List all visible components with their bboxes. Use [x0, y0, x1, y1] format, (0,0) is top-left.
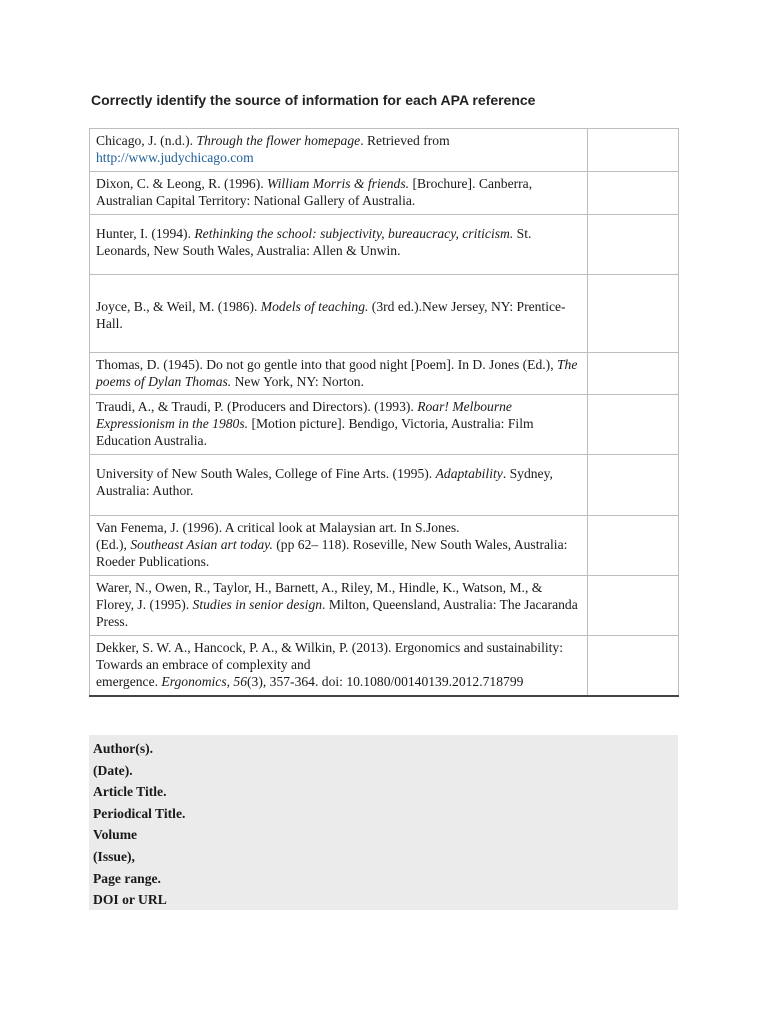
reference-cell: [90, 215, 588, 275]
reference-title: Through the flower homepage: [196, 133, 361, 148]
reference-title: Ergonomics: [161, 674, 227, 689]
table-row: [90, 353, 679, 395]
reference-cell: [90, 516, 588, 576]
table-row: [90, 395, 679, 455]
reference-text: Van Fenema, J. (1996). A critical look at Malaysian art. In S.Jones.: [96, 520, 460, 535]
reference-text: ,: [226, 674, 234, 689]
reference-text: (3rd ed.).New Jersey, NY: Prentice-Hall.: [96, 299, 566, 331]
legend-item-doi-url: DOI or URL: [93, 892, 167, 908]
legend-item-date: (Date).: [93, 762, 133, 778]
page-heading: Correctly identify the source of information for each APA reference: [91, 92, 536, 108]
legend-item-author: Author(s).: [93, 741, 154, 756]
reference-text: University of New South Wales, College of Fine Arts. (1995).: [96, 466, 436, 481]
reference-text: Dekker, S. W. A., Hancock, P. A., & Wilkin, P. (2013). Ergonomics and sustainability: Towards an embrace of complexity and: [96, 640, 563, 672]
reference-table: [89, 128, 679, 697]
answer-cell[interactable]: [588, 172, 679, 215]
answer-cell[interactable]: [588, 455, 679, 516]
table-row: [90, 172, 679, 215]
legend-item-page-range: Page range.: [93, 870, 161, 886]
reference-text: . Sydney, Australia: Author.: [96, 466, 553, 498]
reference-text: St. Leonards, New South Wales, Australia: Allen & Unwin.: [96, 226, 532, 258]
reference-title: Southeast Asian art today.: [130, 537, 273, 552]
apa-elements-legend: [89, 735, 678, 910]
reference-cell: [90, 636, 588, 696]
answer-cell[interactable]: [588, 576, 679, 636]
reference-text: (Ed.),: [96, 537, 131, 552]
answer-cell[interactable]: [588, 636, 679, 696]
reference-volume: 56: [233, 674, 248, 689]
answer-cell[interactable]: [588, 129, 679, 172]
reference-url-link[interactable]: http://www.judychicago.com: [96, 150, 254, 165]
reference-text: . Retrieved from: [360, 133, 450, 148]
reference-text: emergence.: [96, 674, 162, 689]
reference-title: Studies in senior design: [192, 597, 323, 612]
reference-title: Rethinking the school: subjectivity, bureaucracy, criticism.: [194, 226, 514, 241]
reference-title: Roar! Melbourne Expressionism in the 1980s.: [96, 399, 512, 431]
table-row: [90, 129, 679, 172]
table-row: [90, 516, 679, 576]
legend-item-issue: (Issue),: [93, 848, 135, 864]
reference-title: William Morris & friends.: [267, 176, 410, 191]
answer-cell[interactable]: [588, 395, 679, 455]
reference-text: Warer, N., Owen, R., Taylor, H., Barnett, A., Riley, M., Hindle, K., Watson, M., & Florey, J. (1995).: [96, 580, 543, 612]
reference-text: [Brochure]. Canberra, Australian Capital Territory: National Gallery of Australia.: [96, 176, 533, 208]
reference-cell: [90, 275, 588, 353]
reference-text: Chicago, J. (n.d.).: [96, 133, 197, 148]
reference-text: . Milton, Queensland, Australia: The Jacaranda Press.: [96, 597, 578, 629]
reference-title: Adaptability: [435, 466, 503, 481]
reference-cell: [90, 395, 588, 455]
reference-text: (pp 62– 118). Roseville, New South Wales, Australia: Roeder Publications.: [96, 537, 568, 569]
legend-item-article-title: Article Title.: [93, 784, 167, 800]
reference-cell: [90, 129, 588, 172]
reference-text: (3), 357-364. doi: 10.1080/00140139.2012.718799: [247, 674, 524, 689]
reference-text: Thomas, D. (1945). Do not go gentle into that good night [Poem]. In D. Jones (Ed.),: [96, 357, 557, 372]
table-row: [90, 636, 679, 696]
legend-item-periodical-title: Periodical Title.: [93, 805, 186, 821]
answer-cell[interactable]: [588, 353, 679, 395]
table-row: [90, 275, 679, 353]
reference-cell: [90, 576, 588, 636]
reference-title: The poems of Dylan Thomas.: [96, 357, 578, 389]
reference-text: Hunter, I. (1994).: [96, 226, 195, 241]
reference-cell: [90, 353, 588, 395]
reference-text: [Motion picture]. Bendigo, Victoria, Australia: Film Education Australia.: [96, 416, 534, 448]
table-row: [90, 455, 679, 516]
reference-text: Dixon, C. & Leong, R. (1996).: [96, 176, 268, 191]
reference-text: New York, NY: Norton.: [231, 374, 364, 389]
reference-text: Traudi, A., & Traudi, P. (Producers and Directors). (1993).: [96, 399, 418, 414]
reference-cell: [90, 172, 588, 215]
answer-cell[interactable]: [588, 215, 679, 275]
table-row: [90, 215, 679, 275]
reference-text: Joyce, B., & Weil, M. (1986).: [96, 299, 261, 314]
table-row: [90, 576, 679, 636]
answer-cell[interactable]: [588, 275, 679, 353]
reference-title: Models of teaching.: [260, 299, 369, 314]
answer-cell[interactable]: [588, 516, 679, 576]
legend-item-volume: Volume: [93, 827, 138, 843]
reference-cell: [90, 455, 588, 516]
